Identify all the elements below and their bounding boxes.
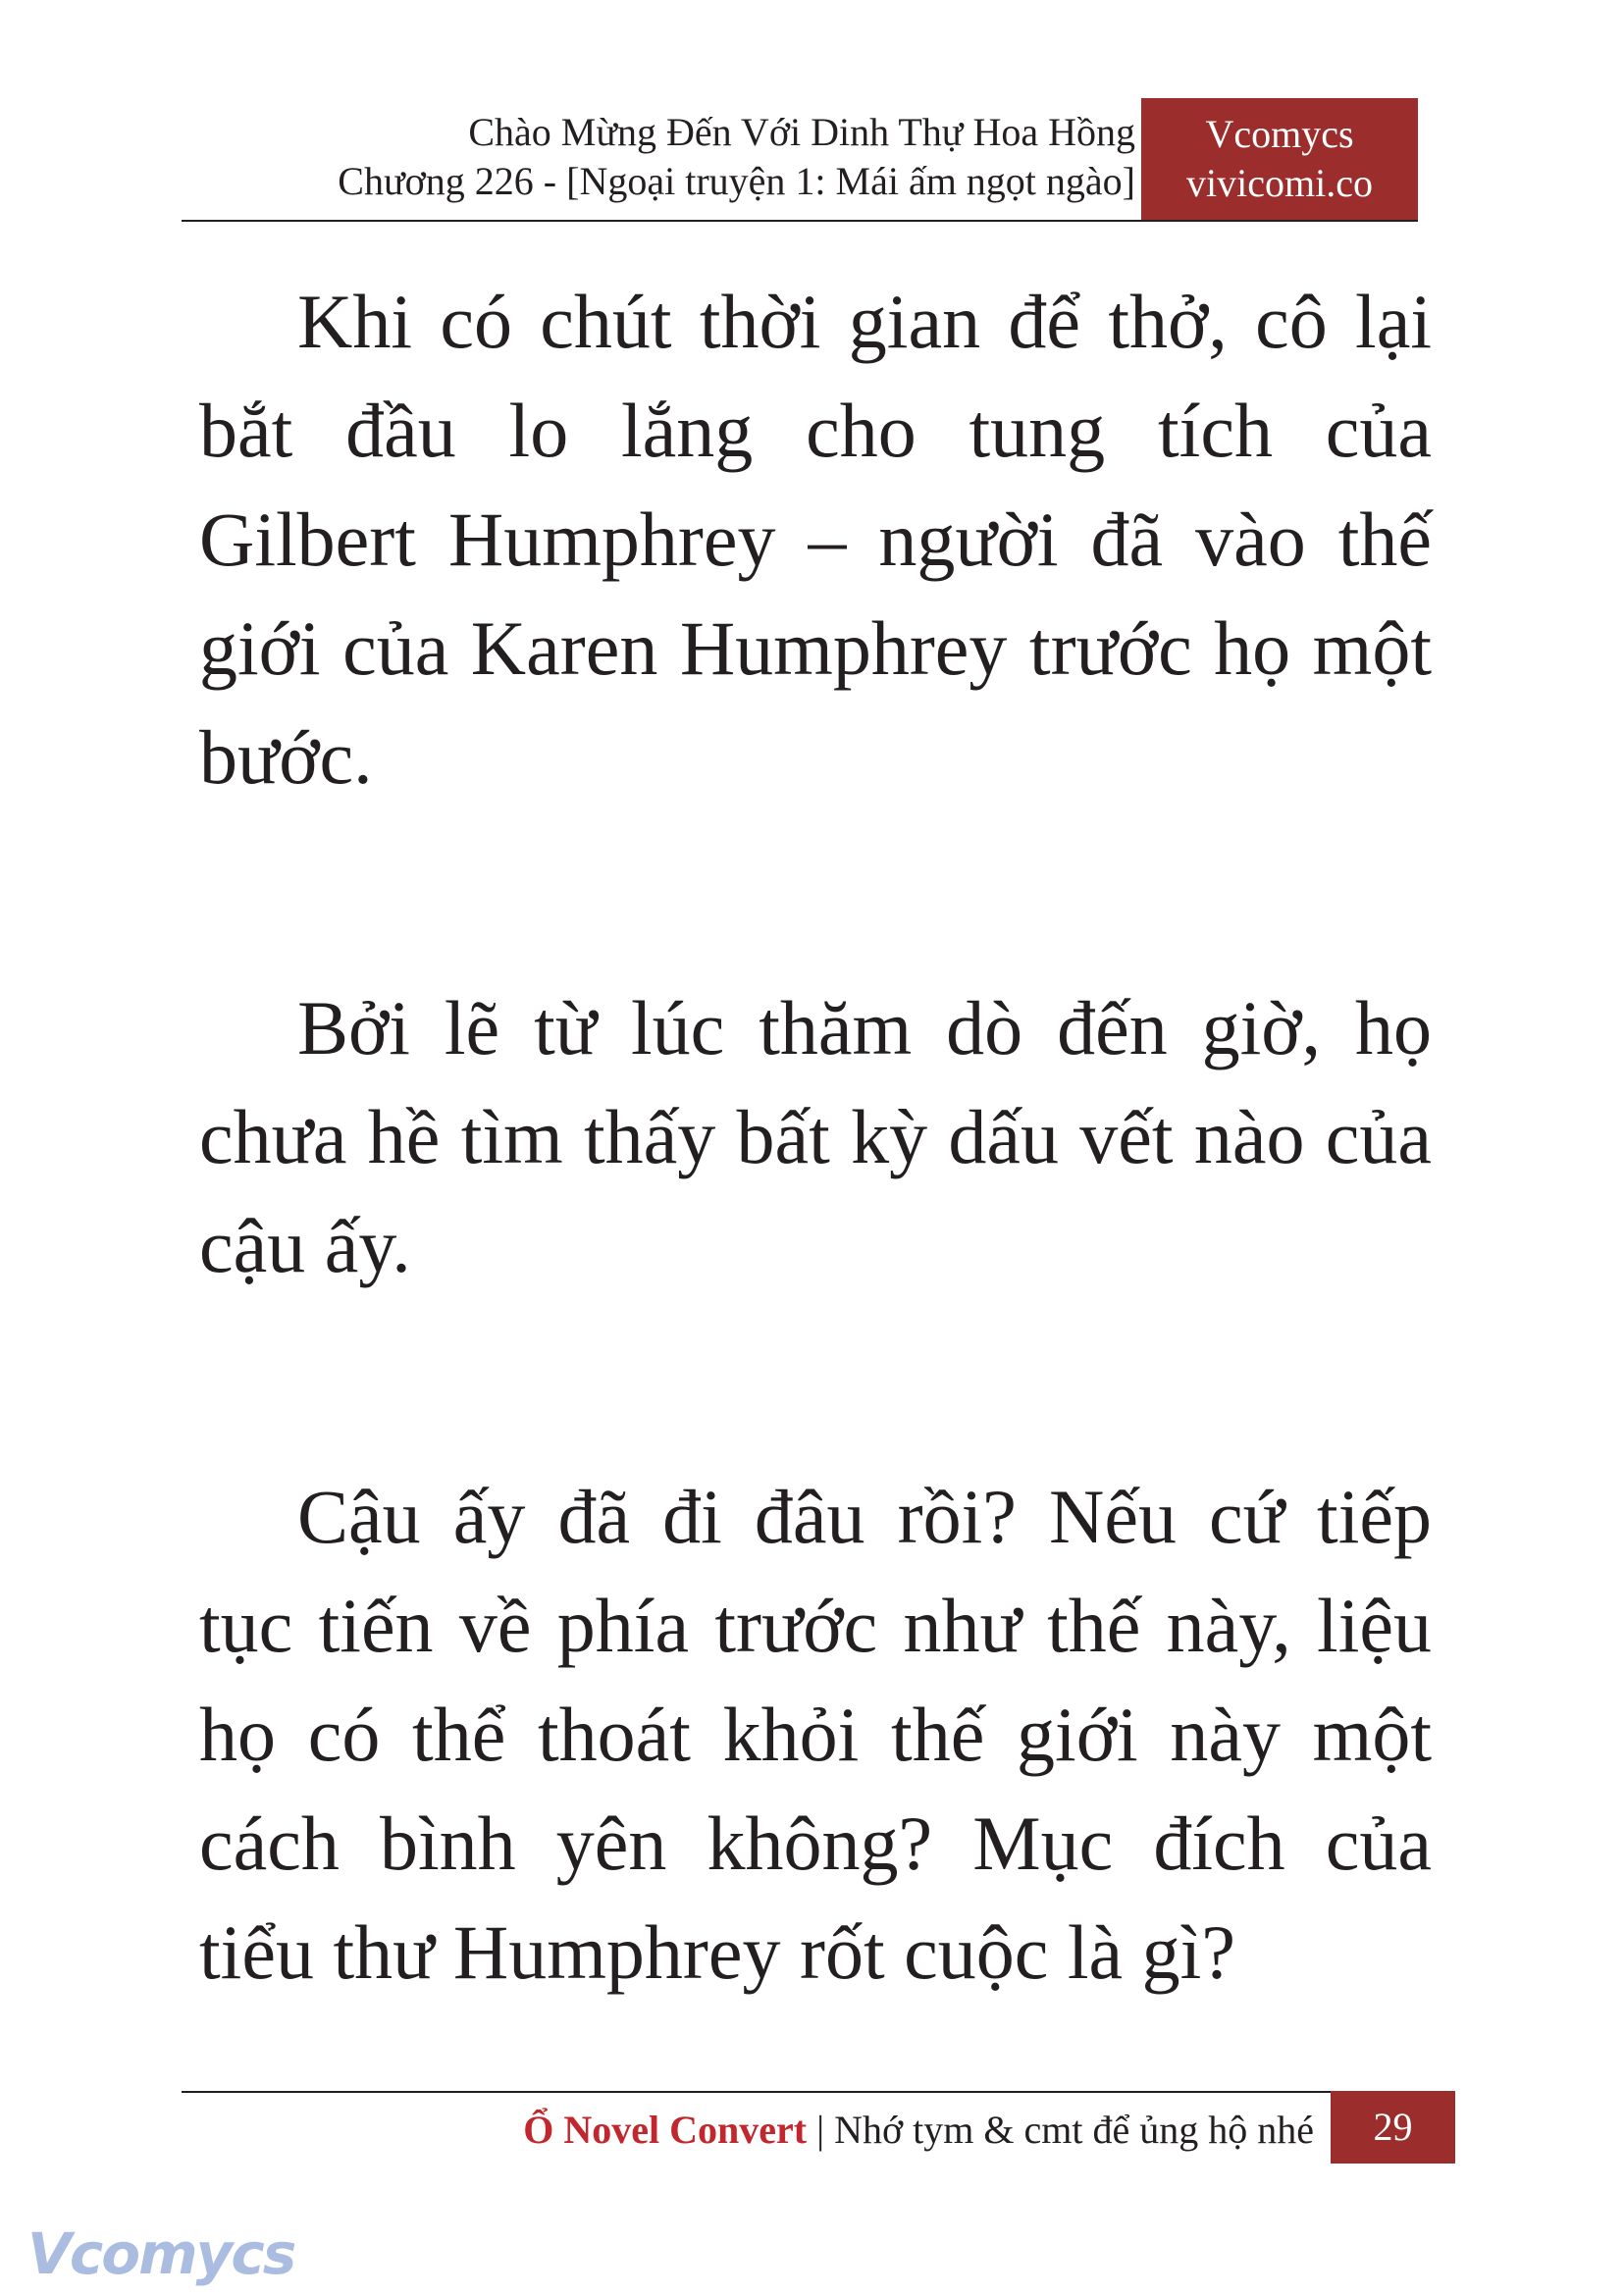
brand-site: vivicomi.co	[1186, 161, 1373, 205]
book-title: Chào Mừng Đến Với Dinh Thự Hoa Hồng	[468, 110, 1135, 154]
chapter-body	[199, 267, 1432, 2007]
chapter-title: Chương 226 - [Ngoại truyện 1: Mái ấm ngọt ngào]	[338, 159, 1135, 203]
paragraph-1: Khi có chút thời gian để thở, cô lại bắt đầu lo lắng cho tung tích của Gilbert Humphrey – người đã vào thế giới của Karen Humphrey trước họ một bước.	[199, 279, 1432, 800]
brand-name: Vcomycs	[1205, 112, 1354, 156]
page-number: 29	[1331, 2091, 1455, 2164]
page-footer	[523, 2102, 1314, 2159]
footer-brand: Ổ Novel Convert	[523, 2108, 808, 2152]
page-header	[182, 98, 1418, 220]
footer-divider	[182, 2091, 1331, 2093]
header-titles	[338, 108, 1135, 206]
watermark-logo: Vcomycs	[27, 2220, 295, 2287]
paragraph-2: Bởi lẽ từ lúc thăm dò đến giờ, họ chưa hề tìm thấy bất kỳ dấu vết nào của cậu ấy.	[199, 985, 1432, 1288]
footer-note: Nhớ tym & cmt để ủng hộ nhé	[834, 2108, 1314, 2152]
paragraph-3: Cậu ấy đã đi đâu rồi? Nếu cứ tiếp tục tiến về phía trước như thế này, liệu họ có thể thoát khỏi thế giới này một cách bình yên không? Mục đích của tiểu thư Humphrey rốt cuộc là gì?	[199, 1474, 1432, 1995]
header-divider	[182, 220, 1418, 222]
footer-separator: |	[816, 2108, 825, 2152]
header-brand-box	[1141, 98, 1418, 220]
